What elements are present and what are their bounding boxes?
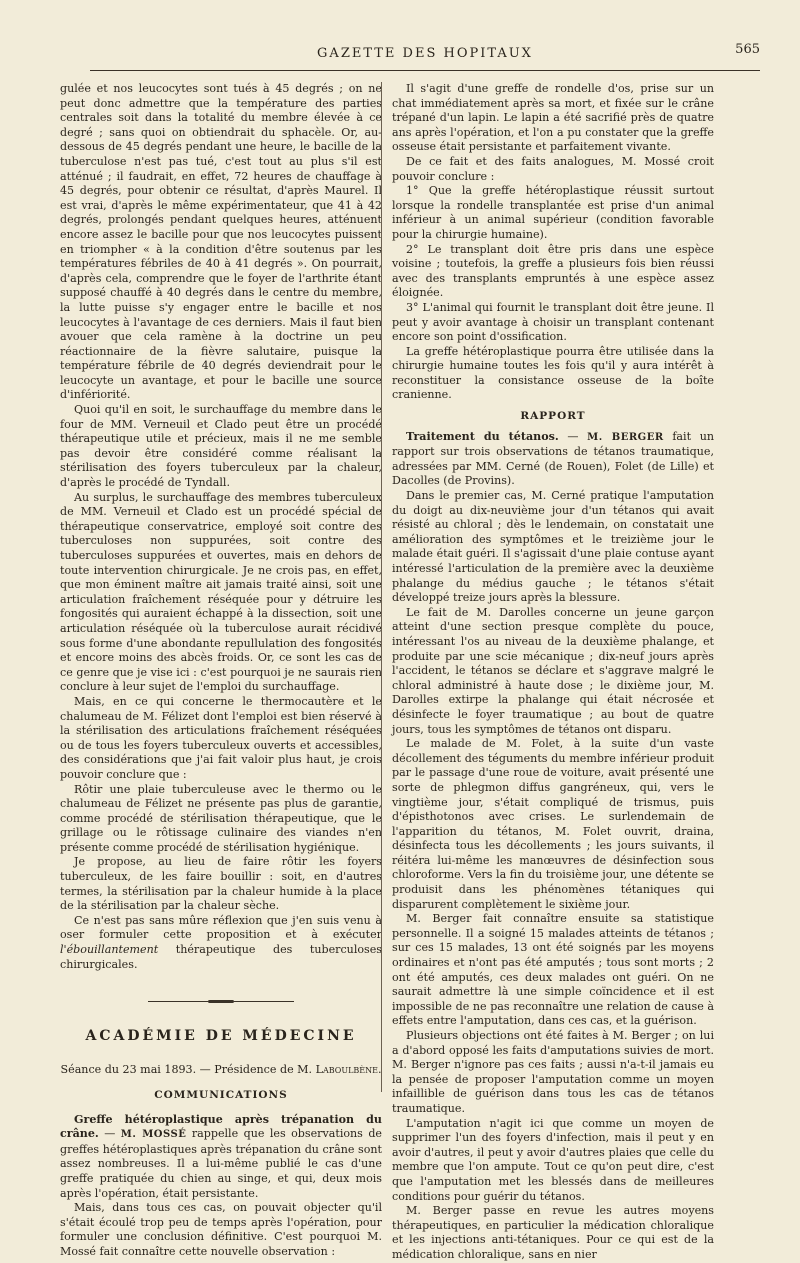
paragraph: Dans le premier cas, M. Cerné pratique l'amputation du doigt au dix-neuvième jour d'un tétanos qui avait résisté au chloral ; dès le lendemain, on constatait une amélioration des symptômes et le treizième jour le malade était guéri. Il s'agissait d'une plaie contuse ayant intéressé l'articulation de la première avec la deuxième phalange du médius gauche ; le tétanos s'était développé treize jours après la blessure. <box>392 489 714 605</box>
page-header <box>90 40 760 68</box>
paragraph <box>60 914 382 972</box>
text-run: thérapeutique des tuberculoses chirurgicales. <box>60 943 382 971</box>
text-run: Ce n'est pas sans mûre réflexion que j'en suis venu à oser formuler cette proposition et à exécuter <box>60 913 382 942</box>
paragraph: gulée et nos leucocytes sont tués à 45 degrés ; on ne peut donc admettre que la température des parties centrales soit dans la totalité du membre élevée à ce degré ; sans quoi on obtiendrait du sphacèle. Or, au-dessous de 45 degrés pendant une heure, le bacille de la tuberculose n'est pas tué, c'est tout au plus s'il est atténué ; il faudrait, en effet, 72 heures de chauffage à 45 degrés, pour obtenir ce résultat, d'après Maurel. Il est vrai, d'après le même expérimentateur, que 41 à 42 degrés, prolongés pendant quelques heures, atténuent encore assez le bacille pour que nos leucocytes puissent en triompher « à la condition d'être soutenus par les températures fébriles de 40 à 41 degrés ». On pourrait, d'après cela, comprendre que le foyer de l'arthrite étant supposé chauffé à 40 degrés dans le centre du membre, la lutte puisse s'y engager entre le bacille et nos leucocytes à l'avantage de ces derniers. Mais il faut bien avouer que cela ramène à la doctrine un peu réactionnaire de la fièvre salutaire, puisque la température fébrile de 40 degrés deviendrait pour le leucocyte un avantage, et pour le bacille une source d'infériorité. <box>60 82 382 402</box>
italic-term: l'ébouillantement <box>60 943 159 957</box>
paragraph: De ce fait et des faits analogues, M. Mossé croit pouvoir conclure : <box>392 154 714 183</box>
paragraph: Plusieurs objections ont été faites à M. Berger ; on lui a d'abord opposé les faits d'amputations suivies de mort. M. Berger n'ignore pas ces faits ; aussi n'a-t-il jamais eu la pensée de proposer l'amputation comme un moyen infaillible de guérison dans tous les cas de tétanos traumatique. <box>392 1029 714 1115</box>
section-ornament <box>60 994 382 1009</box>
left-column <box>60 82 382 1260</box>
paragraph: M. Berger fait connaître ensuite sa statistique personnelle. Il a soigné 15 malades atteints de tétanos ; sur ces 15 malades, 13 ont été soignés par les moyens ordinaires et n'ont pas été amputés ; tous sont morts ; 2 ont été amputés, ces deux malades ont guéri. On ne saurait admettre là une simple coïncidence et il est impossible de ne pas reconnaître une relation de cause à effets entre l'amputation, dans ces cas, et la guérison. <box>392 912 714 1028</box>
running-title: GAZETTE DES HOPITAUX <box>317 46 533 61</box>
paragraph <box>392 430 714 489</box>
paragraph: 1° Que la greffe hétéroplastique réussit surtout lorsque la rondelle transplantée est prise d'un animal inférieur à un animal supérieur (condition favorable pour la chirurgie humaine). <box>392 184 714 241</box>
subsection-heading: COMMUNICATIONS <box>154 1089 288 1101</box>
text-run: — <box>98 1127 121 1141</box>
ornament-line <box>148 1001 208 1002</box>
text-run: fait un rapport sur trois observations de tétanos traumatique, adressées par MM. Cerné (de Rouen), Folet (de Lille) et Dacolles (de Provins). <box>392 429 714 488</box>
page-number: 565 <box>735 42 760 57</box>
session-line <box>60 1063 382 1078</box>
paragraph: 2° Le transplant doit être pris dans une espèce voisine ; toutefois, la greffe a plusieurs fois bien réussi avec des transplants empruntés à une espèce assez éloignée. <box>392 242 714 300</box>
text-run: Séance du 23 mai 1893. — Présidence de M. <box>60 1063 316 1077</box>
column-rule <box>381 82 382 1092</box>
paragraph: 3° L'animal qui fournit le transplant doit être jeune. Il peut y avoir avantage à choisir un transplant contenant encore son point d'ossification. <box>392 300 714 344</box>
paragraph: La greffe hétéroplastique pourra être utilisée dans la chirurgie humaine toutes les fois qu'il y aura intérêt à reconstituer la consistance osseuse de la boîte cranienne. <box>392 344 714 402</box>
text-run: . <box>377 1063 382 1077</box>
president-name: Laboulbène <box>315 1063 378 1077</box>
paragraph: Mais, en ce qui concerne le thermocautère et le chalumeau de M. Félizet dont l'emploi est bien réservé à la stérilisation des articulations fraîchement réséquées ou de tous les foyers tuberculeux ouverts et accessibles, des considérations que j'ai fait valoir plus haut, je crois pouvoir conclure que : <box>60 694 382 781</box>
paragraph: Mais, dans tous ces cas, on pouvait objecter qu'il s'était écoulé trop peu de temps après l'opération, pour formuler une conclusion définitive. C'est pourquoi M. Mossé fait connaître cette nouvelle observation : <box>60 1201 382 1258</box>
paragraph: Le fait de M. Darolles concerne un jeune garçon atteint d'une section presque complète du pouce, intéressant l'os au niveau de la deuxième phalange, et produite par une scie mécanique ; dix-neuf jours après l'accident, le tétanos se déclare et s'aggrave malgré le chloral administré à haute dose ; le dixième jour, M. Darolles extirpe la phalange qui était nécrosée et désinfecte le foyer traumatique ; au bout de quatre jours, tous les symptômes de tétanos ont disparu. <box>392 605 714 736</box>
header-rule <box>90 70 760 71</box>
section-title: ACADÉMIE DE MÉDECINE <box>85 1027 357 1044</box>
article-title: Traitement du tétanos. <box>406 429 559 443</box>
ornament-center <box>208 1000 234 1003</box>
paragraph: Il s'agit d'une greffe de rondelle d'os, prise sur un chat immédiatement après sa mort, et fixée sur le crâne trépané d'un lapin. Le lapin a été sacrifié près de quatre ans après l'opération, et l'on a pu constater que la greffe osseuse était persistante et parfaitement vivante. <box>392 82 714 154</box>
paragraph: Le malade de M. Folet, à la suite d'un vaste décollement des téguments du membre inférieur produit par le passage d'une roue de voiture, avait présenté une sorte de phlegmon diffus gangréneux, qui, vers le vingtième jour, s'était compliqué de trismus, puis d'épisthotonos avec crises. Le surlendemain de l'apparition du tétanos, M. Folet ouvrit, draina, désinfecta tous les décollements ; les jours suivants, il réitéra lui-même les manœuvres de désinfection sous chloroforme. Vers la fin du troisième jour, une détente se produisit dans les phénomènes tétaniques qui disparurent complètement le sixième jour. <box>392 737 714 911</box>
paragraph: Quoi qu'il en soit, le surchauffage du membre dans le four de MM. Verneuil et Clado peut être un procédé thérapeutique utile et précieux, mais il ne me semble pas devoir être considéré comme réalisant la stérilisation des foyers tuberculeux par la chaleur, d'après le procédé de Tyndall. <box>60 403 382 490</box>
paragraph: M. Berger passe en revue les autres moyens thérapeutiques, en particulier la médication chloralique et les injections anti-tétaniques. Pour ce qui est de la médication chloralique, sans en nier <box>392 1204 714 1261</box>
ornament-line <box>234 1001 294 1002</box>
paragraph: Au surplus, le surchauffage des membres tuberculeux de MM. Verneuil et Clado est un procédé spécial de thérapeutique conservatrice, employé soit contre des tuberculoses non suppurées, soit contre des tuberculoses suppurées et ouvertes, mais en dehors de toute intervention chirurgicale. Je ne crois pas, en effet, que mon éminent maître ait jamais traité ainsi, soit une articulation fraîchement réséquée pour y détruire les fongosités qui auraient échappé à la dissection, soit une articulation réséquée où la tuberculose aurait récidivé sous forme d'une abondante repullulation des fongosités et encore moins des abcès froids. Or, ce sont les cas de ce genre que je vise ici : c'est pourquoi je ne saurais rien conclure à leur sujet de l'emploi du surchauffage. <box>60 490 382 694</box>
paragraph: Je propose, au lieu de faire rôtir les foyers tuberculeux, de les faire bouillir : soit, en d'autres termes, la stérilisation par la chaleur humide à la place de la stérilisation par la chaleur sèche. <box>60 855 382 913</box>
text-run: rappelle que les observations de greffes hétéroplastiques après trépanation du crâne sont assez nombreuses. Il a lui-même publié le cas d'une greffe pratiquée du chien au singe, et qui, deux mois après l'opération, était persistante. <box>60 1127 382 1200</box>
paragraph: L'amputation n'agit ici que comme un moyen de supprimer l'un des foyers d'infection, mais il peut y en avoir d'autres, il peut y avoir d'autres plaies que celle du membre que l'on ampute. Tout ce qu'on peut dire, c'est que l'amputation met les blessés dans de meilleures conditions pour guérir du tétanos. <box>392 1116 714 1203</box>
text-run: — <box>558 429 588 443</box>
subsection-heading: RAPPORT <box>520 410 586 423</box>
speaker-name: M. MOSSÉ <box>120 1129 187 1141</box>
right-column <box>392 82 714 1263</box>
speaker-name: M. BERGER <box>587 431 664 443</box>
article-title: Greffe hétéroplastique après trépanation du crâne. <box>60 1112 382 1141</box>
paragraph <box>60 1113 382 1202</box>
paragraph: Rôtir une plaie tuberculeuse avec le thermo ou le chalumeau de Félizet ne présente pas plus de garantie, comme procédé de stérilisation thérapeutique, que le grillage ou le rôtissage culinaire des viandes n'en présente comme procédé de stérilisation hygiénique. <box>60 782 382 854</box>
